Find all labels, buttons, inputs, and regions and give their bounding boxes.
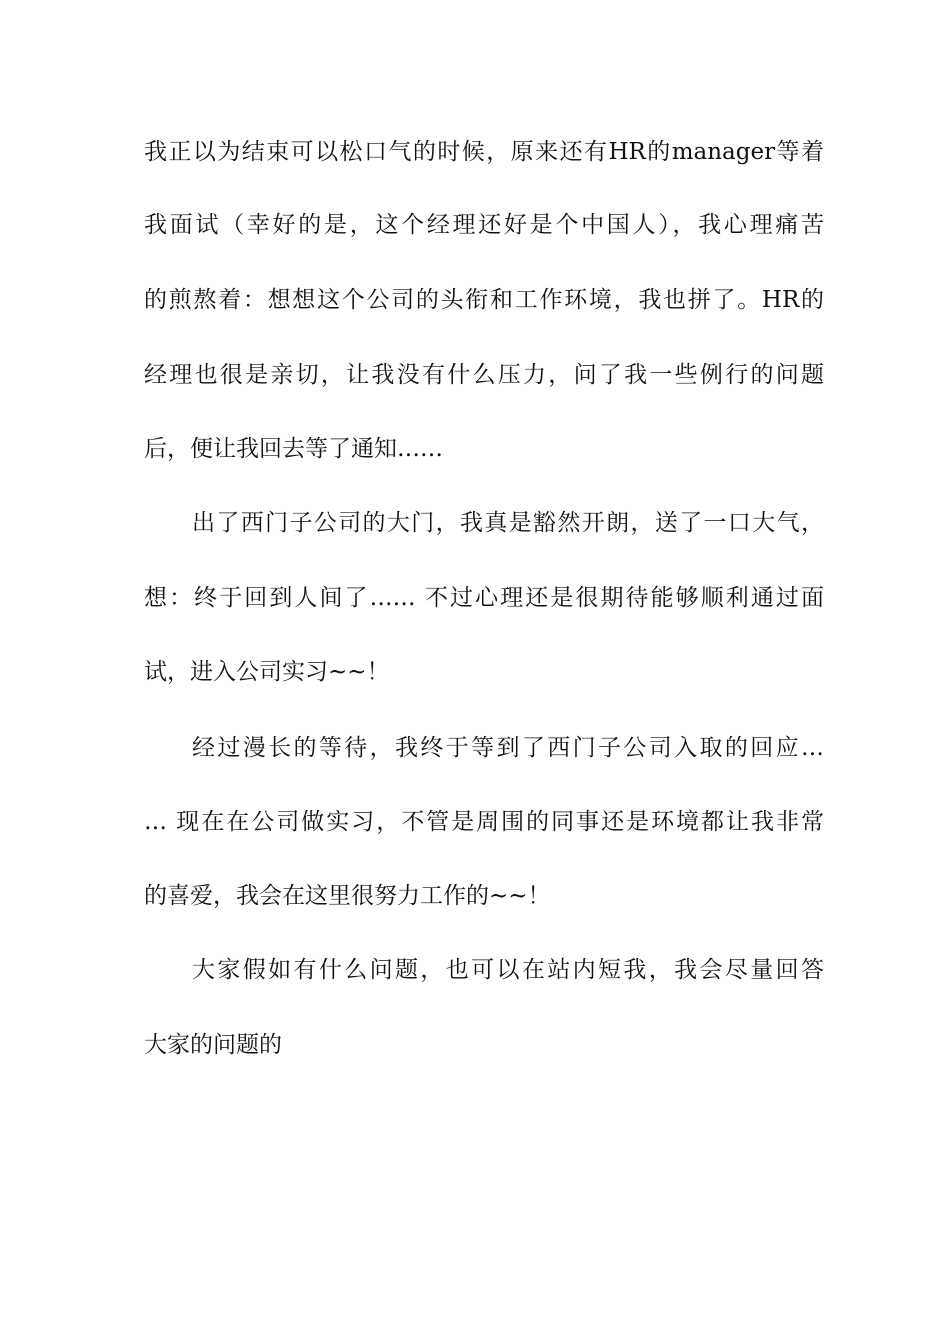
text-line: … 现在在公司做实习，不管是周围的同事还是环境都让我非常 <box>144 809 824 835</box>
text-line: 想：终于回到人间了…… 不过心理还是很期待能够顺利通过面 <box>144 585 824 611</box>
text-line: 我面试（幸好的是，这个经理还好是个中国人），我心理痛苦 <box>144 212 824 238</box>
text-line: 经理也很是亲切，让我没有什么压力，问了我一些例行的问题 <box>144 362 824 388</box>
text-line: 我正以为结束可以松口气的时候，原来还有HR的manager等着 <box>144 139 824 165</box>
text-line: 的煎熬着：想想这个公司的头衔和工作环境，我也拼了。HR的 <box>144 287 824 313</box>
text-line: 大家的问题的 <box>144 1032 282 1058</box>
text-line: 的喜爱，我会在这里很努力工作的~~！ <box>144 883 551 909</box>
text-line: 试，进入公司实习~~！ <box>144 659 390 685</box>
text-line: 经过漫长的等待，我终于等到了西门子公司入取的回应… <box>192 735 824 761</box>
text-line: 出了西门子公司的大门，我真是豁然开朗，送了一口大气， <box>192 510 824 536</box>
text-line: 后，便让我回去等了通知…… <box>144 436 443 462</box>
text-line: 大家假如有什么问题，也可以在站内短我，我会尽量回答 <box>192 957 824 983</box>
